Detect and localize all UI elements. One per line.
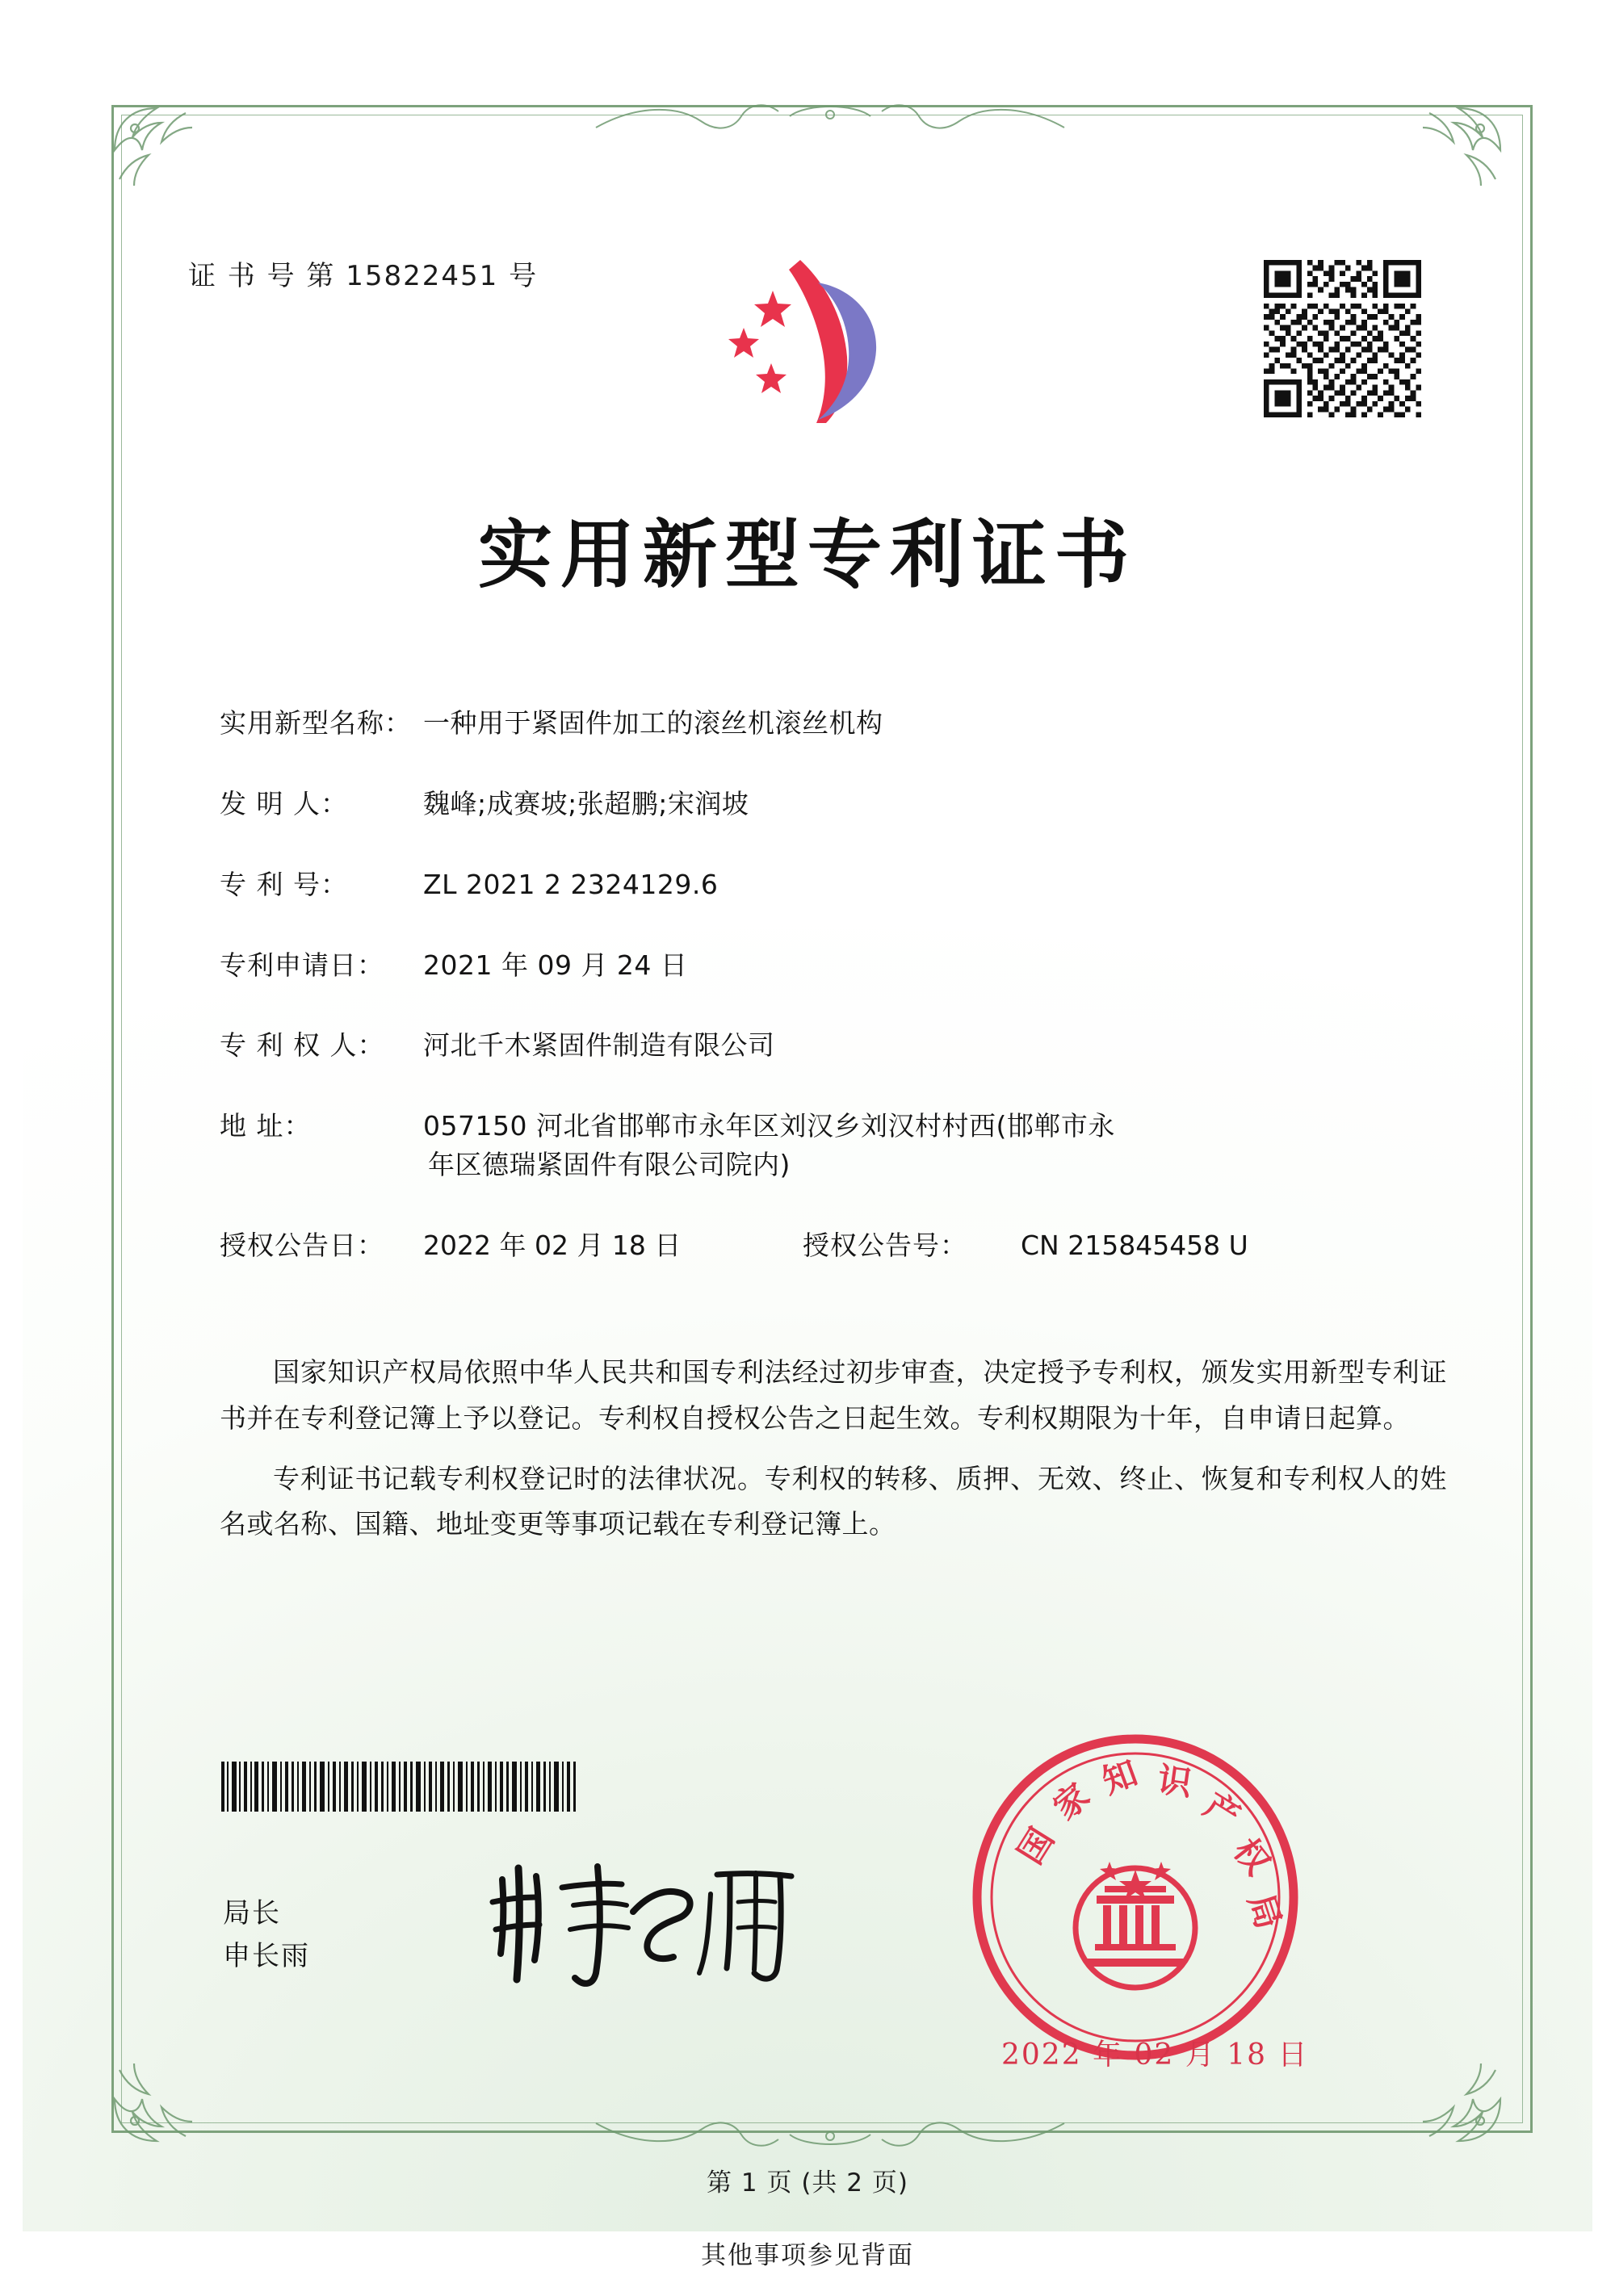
field-list: [220, 704, 1447, 1307]
corner-ornament-bottom-right: [1410, 2051, 1507, 2147]
field-grant-row: [220, 1226, 1447, 1265]
svg-text:局: 局: [1240, 1888, 1290, 1934]
grant-date-label: 授权公告日：: [220, 1229, 384, 1261]
seal-date: 2022 年 02 月 18 日: [1001, 2038, 1309, 2072]
svg-text:识: 识: [1155, 1759, 1195, 1804]
svg-text:知: 知: [1097, 1752, 1143, 1802]
svg-text:产: 产: [1197, 1784, 1248, 1837]
edge-ornament-top: [588, 97, 1072, 134]
field-value-line2: 年区德瑞紧固件有限公司院内): [428, 1149, 791, 1181]
field-value: 河北千木紧固件制造有限公司: [423, 1029, 775, 1062]
director-name: 申长雨: [223, 1939, 310, 1972]
field-value-line1: 057150 河北省邯郸市永年区刘汉乡刘汉村村西(邯郸市永: [423, 1110, 1115, 1142]
page-number: 第 1 页 (共 2 页): [707, 2168, 908, 2198]
corner-ornament-bottom-left: [108, 2051, 205, 2147]
field-patent-number: [220, 865, 1447, 904]
field-application-date: [220, 946, 1447, 985]
certificate-number: 证 书 号 第 15822451 号: [188, 260, 539, 292]
field-label: 实用新型名称：: [220, 707, 412, 739]
field-label: 发 明 人：: [220, 787, 348, 819]
barcode-icon: [221, 1762, 625, 1812]
field-value: 一种用于紧固件加工的滚丝机滚丝机构: [423, 707, 883, 739]
field-label: 专利申请日：: [220, 949, 384, 981]
corner-ornament-top-left: [108, 102, 205, 199]
edge-ornament-bottom: [588, 2117, 1072, 2154]
grant-number-value: CN 215845458 U: [1021, 1229, 1248, 1261]
field-value: ZL 2021 2 2324129.6: [423, 868, 719, 900]
field-utility-model-name: [220, 704, 1447, 743]
grant-number-label: 授权公告号：: [803, 1229, 967, 1261]
field-label: 专 利 权 人：: [220, 1029, 385, 1062]
grant-date-value: 2022 年 02 月 18 日: [423, 1229, 682, 1261]
field-label: 地 址：: [220, 1110, 312, 1142]
svg-text:国: 国: [1009, 1820, 1062, 1871]
legal-paragraph-1: 国家知识产权局依照中华人民共和国专利法经过初步审查，决定授予专利权，颁发实用新型专利证书并在专利登记簿上予以登记。专利权自授权公告之日起生效。专利权期限为十年，自申请日起算。: [220, 1356, 1447, 1434]
legal-text: [220, 1350, 1447, 1562]
field-value: 2021 年 09 月 24 日: [423, 949, 688, 981]
handwritten-signature: [475, 1852, 822, 1989]
footnote: 其他事项参见背面: [701, 2241, 914, 2270]
signature-block: [223, 1892, 310, 1977]
field-value: 魏峰;成赛坡;张超鹏;宋润坡: [423, 787, 749, 819]
legal-paragraph-2: 专利证书记载专利权登记时的法律状况。专利权的转移、质押、无效、终止、恢复和专利权人的姓名或名称、国籍、地址变更等事项记载在专利登记簿上。: [220, 1462, 1447, 1540]
corner-ornament-top-right: [1410, 102, 1507, 199]
director-title: 局长: [223, 1897, 281, 1929]
qr-code-icon: [1264, 260, 1421, 417]
official-red-seal-icon: [966, 1728, 1305, 2067]
svg-text:家: 家: [1045, 1775, 1097, 1828]
certificate-paper: [23, 18, 1592, 2231]
page-title: 实用新型专利证书: [477, 511, 1137, 598]
cnipa-logo-icon: [705, 250, 907, 432]
field-value-wrap: [423, 1107, 1447, 1184]
field-label: 专 利 号：: [220, 868, 348, 900]
field-patentee: [220, 1026, 1447, 1065]
field-inventors: [220, 785, 1447, 823]
svg-text:权: 权: [1226, 1830, 1278, 1883]
field-address: [220, 1107, 1447, 1184]
